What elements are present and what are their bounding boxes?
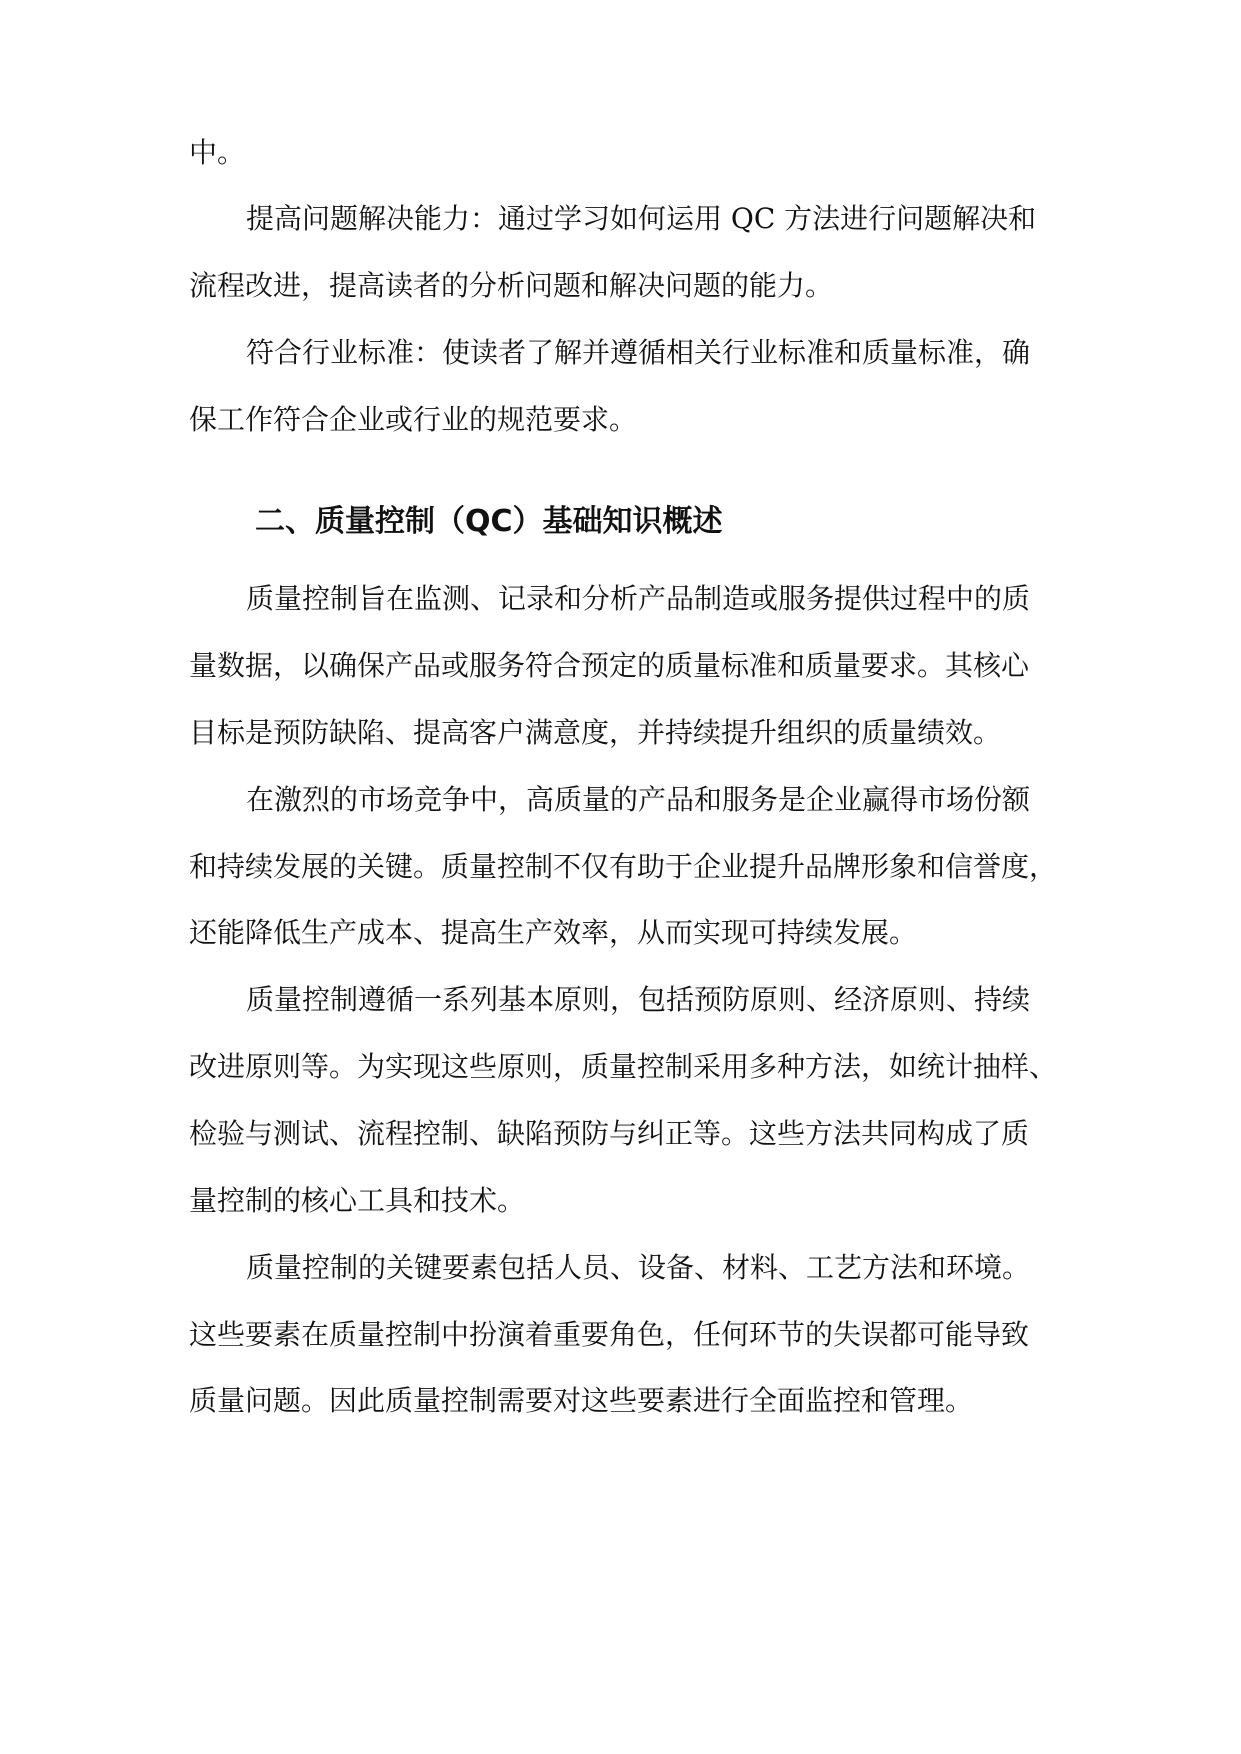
paragraph-line: 质量问题。因此质量控制需要对这些要素进行全面监控和管理。 (189, 1384, 974, 1417)
paragraph-line: 质量控制的关键要素包括人员、设备、材料、工艺方法和环境。 (246, 1251, 1031, 1284)
paragraph-line: 质量控制旨在监测、记录和分析产品制造或服务提供过程中的质 (246, 582, 1031, 615)
paragraph-line: 流程改进，提高读者的分析问题和解决问题的能力。 (189, 269, 834, 302)
paragraph-line: 改进原则等。为实现这些原则，质量控制采用多种方法，如统计抽样、 (189, 1050, 1058, 1083)
paragraph-line: 中。 (189, 136, 246, 169)
paragraph-line: 提高问题解决能力：通过学习如何运用 QC 方法进行问题解决和 (246, 202, 1037, 235)
paragraph-line: 目标是预防缺陷、提高客户满意度，并持续提升组织的质量绩效。 (189, 716, 1002, 749)
section-heading: 二、质量控制（QC）基础知识概述 (255, 504, 723, 539)
paragraph-line: 保工作符合企业或行业的规范要求。 (189, 403, 638, 436)
paragraph-line: 检验与测试、流程控制、缺陷预防与纠正等。这些方法共同构成了质 (189, 1117, 1030, 1150)
paragraph-line: 质量控制遵循一系列基本原则，包括预防原则、经济原则、持续 (246, 983, 1031, 1016)
paragraph-line: 这些要素在质量控制中扮演着重要角色，任何环节的失误都可能导致 (189, 1318, 1030, 1351)
paragraph-line: 符合行业标准：使读者了解并遵循相关行业标准和质量标准，确 (246, 336, 1031, 369)
paragraph-line: 量控制的核心工具和技术。 (189, 1184, 526, 1217)
paragraph-line: 和持续发展的关键。质量控制不仅有助于企业提升品牌形象和信誉度， (189, 850, 1058, 883)
paragraph-line: 在激烈的市场竞争中，高质量的产品和服务是企业赢得市场份额 (246, 783, 1031, 816)
paragraph-line: 量数据，以确保产品或服务符合预定的质量标准和质量要求。其核心 (189, 649, 1030, 682)
paragraph-line: 还能降低生产成本、提高生产效率，从而实现可持续发展。 (189, 916, 918, 949)
